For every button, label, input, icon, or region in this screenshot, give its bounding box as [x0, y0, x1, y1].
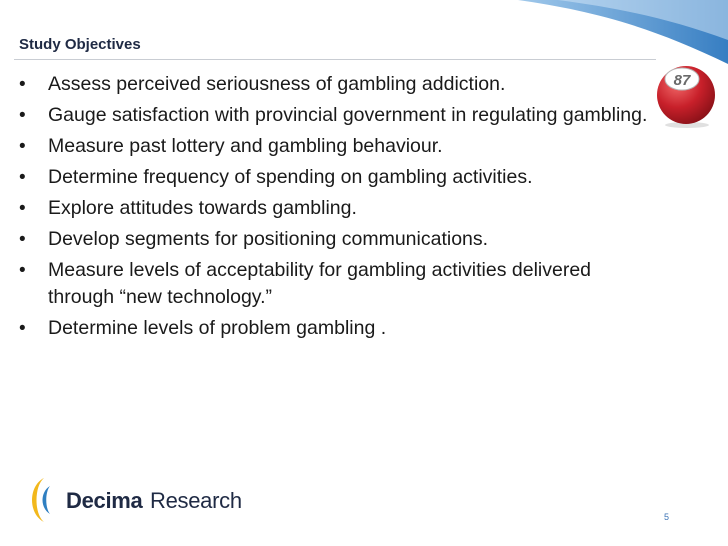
bullet-glyph: •	[19, 136, 26, 157]
list-item	[19, 315, 659, 342]
bullet-glyph: •	[19, 74, 26, 95]
bullet-glyph: •	[19, 318, 26, 339]
decima-research-logo	[22, 472, 242, 528]
list-item	[19, 164, 659, 191]
bullet-glyph: •	[19, 105, 26, 126]
bullet-text: Measure past lottery and gambling behaviour.	[48, 135, 443, 157]
list-item	[19, 257, 659, 311]
list-item	[19, 133, 659, 160]
bullet-glyph: •	[19, 229, 26, 250]
list-item	[19, 102, 659, 129]
bullet-text: Determine levels of problem gambling .	[48, 317, 387, 339]
bullet-glyph: •	[19, 167, 26, 188]
bullet-text: Assess perceived seriousness of gambling addiction.	[48, 73, 506, 95]
bullet-text: Gauge satisfaction with provincial government in regulating gambling.	[48, 104, 648, 126]
logo-word-research: Research	[150, 488, 242, 513]
list-item	[19, 226, 659, 253]
ball-number: 87	[673, 72, 691, 89]
title-divider	[14, 59, 656, 60]
blue-swoosh-decoration	[498, 0, 728, 64]
list-item	[19, 195, 659, 222]
logo-word-decima: Decima	[66, 488, 143, 513]
bullet-text: Measure levels of acceptability for gambling activities delivered through “new technology.”	[48, 259, 592, 308]
bullet-text: Determine frequency of spending on gambling activities.	[48, 166, 533, 188]
decima-crescent-logo-icon	[22, 472, 58, 528]
bullet-glyph: •	[19, 198, 26, 219]
bullet-text: Explore attitudes towards gambling.	[48, 197, 357, 219]
lottery-ball-icon	[652, 62, 720, 130]
bullet-glyph: •	[19, 260, 26, 281]
bullet-text: Develop segments for positioning communications.	[48, 228, 489, 250]
slide-title: Study Objectives	[19, 36, 141, 53]
page-number: 5	[664, 512, 670, 522]
list-item	[19, 71, 659, 98]
objectives-list	[19, 71, 659, 346]
